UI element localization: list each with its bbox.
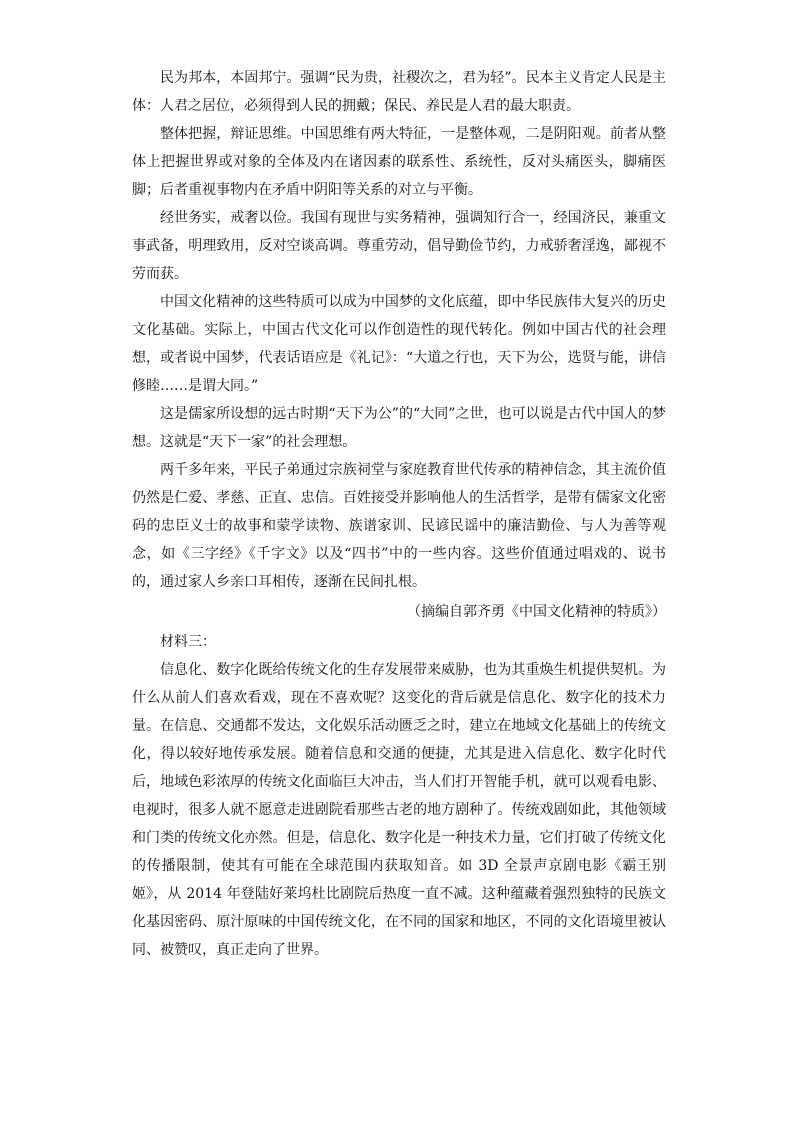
- paragraph-min-wei-bang-ben: 民为邦本，本固邦宁。强调“民为贵，社稷次之，君为轻”。民本主义肯定人民是主体：人君之居位，必须得到人民的拥戴；保民、养民是人君的最大职责。: [132, 70, 666, 114]
- document-page: [132, 64, 666, 964]
- paragraph-material-three: 信息化、数字化既给传统文化的生存发展带来威胁，也为其重焕生机提供契机。为什么从前人们喜欢看戏，现在不喜欢呢？这变化的背后就是信息化、数字化的技术力量。在信息、交通都不发达，文化娱乐活动匮乏之时，建立在地域文化基础上的传统文化，得以较好地传承发展。随着信息和交通的便捷，尤其是进入信息化、数字化时代后，地域色彩浓厚的传统文化面临巨大冲击，当人们打开智能手机，就可以观看电影、电视时，很多人就不愿意走进剧院看那些古老的地方剧种了。传统戏剧如此，其他领域和门类的传统文化亦然。但是，信息化、数字化是一种技术力量，它们打破了传统文化的传播限制，使其有可能在全球范围内获取知音。如 3D 全景声京剧电影《霸王别姬》，从 2014 年登陆好莱坞杜比剧院后热度一直不减。这种蕴藏着强烈独特的民族文化基因密码、原汁原味的中国传统文化，在不同的国家和地区，不同的文化语境里被认同、被赞叹，真正走向了世界。: [132, 662, 666, 958]
- section-heading-material-three: 材料三：: [160, 634, 216, 650]
- paragraph-da-tong: 这是儒家所设想的远古时期“天下为公”的“大同”之世，也可以说是古代中国人的梦想。这就是“天下一家”的社会理想。: [132, 406, 666, 450]
- paragraph-jing-shi-wu-shi: 经世务实，戒奢以俭。我国有现世与实务精神，强调知行合一，经国济民，兼重文事武备，明理致用，反对空谈高调。尊重劳动，倡导勤俭节约，力戒骄奢淫逸，鄙视不劳而获。: [132, 210, 666, 282]
- paragraph-liang-qian-duo-nian: 两千多年来，平民子弟通过宗族祠堂与家庭教育世代传承的精神信念，其主流价值仍然是仁爱、孝慈、正直、忠信。百姓接受并影响他人的生活哲学，是带有儒家文化密码的忠臣义士的故事和蒙学读物、族谱家训、民谚民谣中的廉洁勤俭、与人为善等观念，如《三字经》《千字文》以及“四书”中的一些内容。这些价值通过唱戏的、说书的，通过家人乡亲口耳相传，逐渐在民间扎根。: [132, 462, 666, 590]
- paragraph-wen-hua-jing-shen-te-zhi: 中国文化精神的这些特质可以成为中国梦的文化底蕴，即中华民族伟大复兴的历史文化基础。实际上，中国古代文化可以作创造性的现代转化。例如中国古代的社会理想，或者说中国梦，代表话语应是《礼记》：“大道之行也，天下为公，选贤与能，讲信修睦……是谓大同。”: [132, 294, 666, 394]
- source-citation: （摘编自郭齐勇《中国文化精神的特质》）: [407, 604, 666, 620]
- paragraph-zheng-ti-ba-wo: 整体把握，辩证思维。中国思维有两大特征，一是整体观，二是阴阳观。前者从整体上把握世界或对象的全体及内在诸因素的联系性、系统性，反对头痛医头，脚痛医脚；后者重视事物内在矛盾中阴阳等关系的对立与平衡。: [132, 126, 666, 198]
